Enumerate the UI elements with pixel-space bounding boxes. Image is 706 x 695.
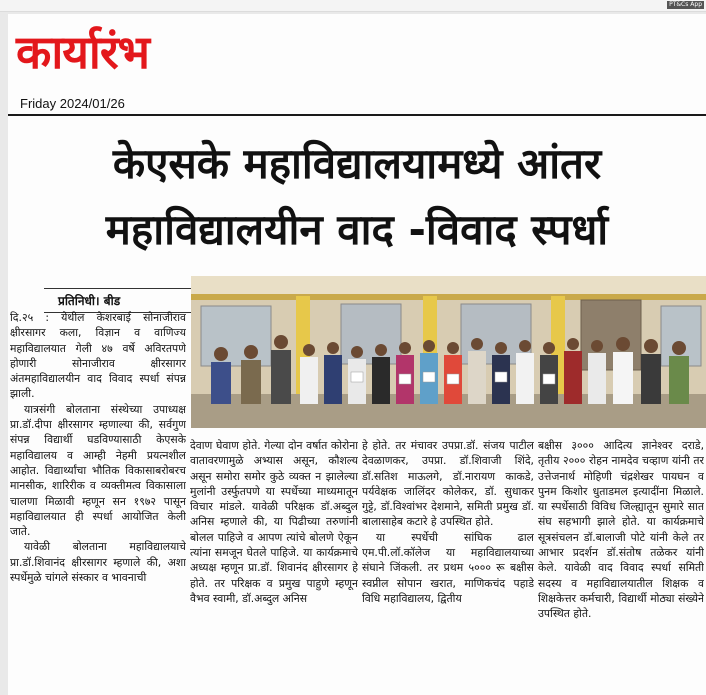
people-row [211, 335, 689, 404]
article-column-4 [538, 438, 704, 690]
article-column-1 [10, 310, 186, 690]
column-3-paragraph-1: हे होते. तर मंचावर उपप्रा.डॉ. संजय पाटील देवळाणकर, उपप्रा. डॉ.शिवाजी शिंदे, डॉ.सतिश माऊलगे, डॉ.नारायण काकडे, पर्यवेक्षक जालिंदर कोलेकर, डॉ. सुधाकर गुट्टे, डॉ.विश्वांभर देशमाने, समिती प्रमुख डॉ. बालासाहेब कटारे हे उपस्थित होते. [362, 439, 534, 529]
group-photo-illustration [191, 276, 706, 428]
column-1-paragraph-3: यावेळी बोलताना महाविद्यालयाचे प्रा.डॉ.शिवानंद क्षीरसागर म्हणाले की, अशा स्पर्धेमुळे चांगले संस्कार व भावनाची [10, 540, 186, 585]
top-strip [0, 0, 706, 12]
column-3-paragraph-2: या स्पर्धेची सांघिक ढाल एम.पी.लॉ.कॉलेज या महाविद्यालयाच्या संघाने जिंकली. तर प्रथम ५००० रू बक्षीस स्वप्नील सोपान खरात, माणिकचंद पहाडे विधि महाविद्यालय, द्वितीय [362, 530, 534, 605]
masthead-logo: कार्यारंभ [16, 25, 149, 79]
headline-line-2: महाविद्यालयीन वाद -विवाद स्पर्धा [105, 205, 609, 254]
app-watermark: PT&Cs App [669, 1, 702, 8]
column-1-paragraph-1: दि.२५ : येथील केशरबाई सोनाजीराव क्षीरसागर कला, विज्ञान व वाणिज्य महाविद्यालयात गेली ४७ वर्षे अविरतपणे होणारी सोनाजीराव क्षीरसागर अंतमहाविद्यालयीन वाद विवाद स्पर्धा संपन्न झाली. [10, 311, 186, 401]
edition-date: Friday 2024/01/26 [20, 96, 125, 111]
article-column-2 [190, 438, 358, 690]
event-photo [191, 276, 706, 428]
column-4-paragraph-1: बक्षीस ३००० आदित्य ज्ञानेश्वर दराडे, तृतीय २००० रोहन नामदेव चव्हाण यांनी तर उत्तेजनार्थ मोहिणी चंद्रशेखर पायघन व पुनम किशोर धुताडमल इत्यादींना मिळाले. या स्पर्धेसाठी विविध जिल्ह्यातून सुमारे सात संघ सहभागी झाले होते. या कार्यक्रमाचे सूत्रसंचलन डॉ.बालाजी पोटे यांनी केले तर आभार प्रदर्शन डॉ.संतोष तळेकर यांनी केले. यावेळी वाद विवाद स्पर्धा समिती सदस्य व महाविद्यालयातील शिक्षक व शिक्षकेत्तर कर्मचारी, विद्यार्थी मोठ्या संख्येने उपस्थित होते. [538, 439, 704, 621]
byline: प्रतिनिधी। बीड [44, 288, 194, 313]
article-column-3 [362, 438, 534, 690]
column-2-paragraph-1: देवाण घेवाण होते. गेल्या दोन वर्षात कोरोना वातावरणामुळे अभ्यास असून, कौशल्य असून समोरा समोर कुठे व्यक्त न झालेल्या मुलांनी उर्स्फुतपणे या स्पर्धेच्या माध्यमातून विचार मांडले. यावेळी परिक्षक डॉ.अब्दुल अनिस म्हणाले की, या पिढीच्या तरुणांनी बोलल पाहिजे व आपण त्यांचे बोलणे ऐकून त्यांना समजून घेतले पाहिजे. या कार्यक्रमाचे अध्यक्ष म्हणून प्रा.डॉ. शिवानंद क्षीरसागर हे होते. तर परिक्षक व प्रमुख पाहुणे म्हणून वैभव स्वामी, डॉ.अब्दुल अनिस [190, 439, 358, 605]
column-1-paragraph-2: यात्रसंगी बोलताना संस्थेच्या उपाध्यक्ष प्रा.डॉ.दीपा क्षीरसागर म्हणाल्या की, सर्वगुण संपन्न विद्यार्थी घडविण्यासाठी केएसके महाविद्यालय व आम्ही नेहमी प्रयत्नशील आहोत. विद्यार्थ्यांचा भौतिक विकासाबरोबरच मानसीक, शारिरीक व व्यक्तीमत्व विकासाला चालणा मिळावी म्हणून सन १९७२ पासून महाविद्यालयात ही स्पर्धा आयोजित केली जाते. [10, 402, 186, 539]
headline-line-1: केएसके महाविद्यालयामध्ये आंतर [112, 139, 602, 188]
newspaper-clipping [8, 14, 706, 695]
top-rule [8, 114, 706, 116]
